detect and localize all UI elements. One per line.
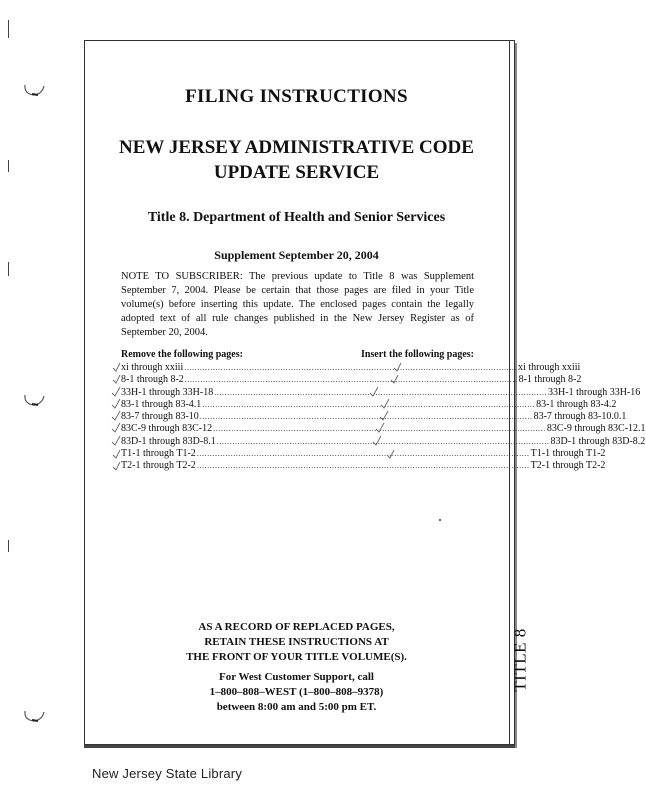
- insert-range: 83C-9 through 83C-12.1: [546, 423, 646, 435]
- insert-range: 8-1 through 8-2: [518, 374, 582, 386]
- remove-header: Remove the following pages:: [121, 349, 243, 360]
- remove-range: 83-7 through 83-10: [121, 411, 199, 423]
- remove-range: 8-1 through 8-2: [121, 374, 184, 386]
- insert-range: xi through xxiii: [518, 362, 581, 373]
- dot-leader: ................................................................................................................................: [199, 412, 533, 422]
- document-heading: FILING INSTRUCTIONS: [185, 86, 408, 107]
- title-tab: [511, 628, 531, 692]
- insert-range: 33H-1 through 33H-16: [548, 386, 641, 398]
- subscriber-note: NOTE TO SUBSCRIBER: The previous update to Title 8 was Supplement September 7, 2004. Please be certain that those pages are filed in your Title volume(s) before inserting this update. The enclosed pages contain the legally adopted text of all rule changes published in the New Jersey Register as of September 20, 2004.: [121, 271, 474, 338]
- library-stamp: New Jersey State Library: [92, 766, 243, 781]
- insert-range: T1-1 through T1-2: [530, 448, 606, 460]
- customer-support: [84, 670, 509, 715]
- title-tab-label: TITLE 8: [511, 628, 531, 692]
- remove-range: T1-1 through T1-2: [121, 448, 196, 460]
- dot-leader: ................................................................................................................................: [196, 461, 530, 471]
- punch-hole-icon: [22, 708, 46, 724]
- page-list-header: [121, 349, 474, 360]
- subheading-line: UPDATE SERVICE: [213, 162, 380, 183]
- insert-range: 83D-1 through 83D-8.2: [550, 435, 646, 447]
- insert-range: 83-7 through 83-10.0.1: [533, 411, 627, 423]
- record-instructions: [84, 620, 509, 665]
- remove-range: 83D-1 through 83D-8.1: [121, 435, 216, 447]
- record-line: THE FRONT OF YOUR TITLE VOLUME(S).: [186, 651, 407, 663]
- supplement-line: Supplement September 20, 2004: [214, 248, 379, 262]
- dot-leader: ................................................................................................................................: [196, 449, 530, 459]
- remove-range: 33H-1 through 33H-18: [121, 386, 214, 398]
- dot-leader: ................................................................................................................................: [184, 375, 518, 385]
- scan-edge-mark: [8, 160, 9, 172]
- insert-range: 83-1 through 83-4.2: [536, 398, 617, 410]
- scan-edge-mark: [8, 262, 9, 276]
- remove-range: 83C-9 through 83C-12: [121, 423, 213, 435]
- dot-leader: ................................................................................................................................: [214, 387, 548, 397]
- insert-header: Insert the following pages:: [360, 349, 474, 360]
- record-line: RETAIN THESE INSTRUCTIONS AT: [204, 636, 389, 648]
- insert-range: T2-1 through T2-2: [530, 460, 606, 472]
- remove-range: T2-1 through T2-2: [121, 460, 196, 472]
- scan-speck: [439, 519, 441, 521]
- scan-edge-mark: [8, 20, 9, 38]
- check-marks-overlay: [108, 362, 508, 482]
- scan-edge-mark: [8, 540, 9, 552]
- frame-bottom-rule: [84, 745, 515, 748]
- dot-leader: ................................................................................................................................: [216, 436, 550, 446]
- remove-range: 83-1 through 83-4.1: [121, 398, 202, 410]
- punch-hole-icon: [22, 392, 46, 408]
- dot-leader: ................................................................................................................................: [202, 399, 536, 409]
- title-line: Title 8. Department of Health and Senior Services: [147, 210, 446, 225]
- support-hours: between 8:00 am and 5:00 pm ET.: [216, 701, 377, 713]
- punch-hole-icon: [22, 82, 46, 98]
- record-line: AS A RECORD OF REPLACED PAGES,: [198, 621, 395, 633]
- document-subheading: [84, 135, 509, 185]
- dot-leader: ................................................................................................................................: [213, 424, 546, 434]
- support-line: For West Customer Support, call: [219, 671, 374, 683]
- subheading-line: NEW JERSEY ADMINISTRATIVE CODE: [119, 137, 474, 158]
- remove-range: xi through xxiii: [121, 362, 184, 373]
- dot-leader: ................................................................................................................................: [184, 363, 518, 372]
- support-phone: 1–800–808–WEST (1–800–808–9378): [209, 686, 384, 698]
